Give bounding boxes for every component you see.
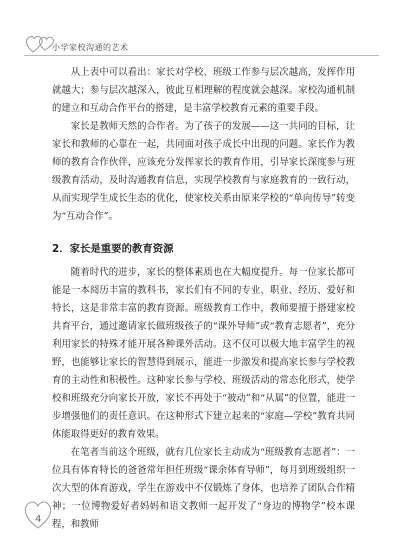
paragraph: 在笔者当前这个班级，就有几位家长主动成为“班级教育志愿者”：一位具有体育特长的爸爸常年担任班级“课余体育导师”，每月到班级组织一次大型的体育游戏，学生在游戏中不仅锻炼了身体，也培养了团队合作精神；一位博物爱好者妈妈和语文教师一起开发了“身边的博物学”校本课程，和教师 <box>52 447 355 530</box>
section-heading: 2．家长是重要的教育资源 <box>52 243 174 255</box>
page-number: 4 <box>35 514 42 525</box>
page-number-heart-icon <box>22 495 54 531</box>
header-divider <box>24 55 379 56</box>
paragraph: 从上表中可以看出：家长对学校、班级工作参与层次越高，发挥作用就越大；参与层次越深入，彼此互相理解的程度就会越深。家校沟通机制的建立和互动合作平台的搭建，是丰富学校教育元素的重要手段。 <box>52 67 355 114</box>
header-title: 小学家校沟通的艺术 <box>52 43 129 52</box>
page-header <box>0 0 400 60</box>
page-body <box>52 64 355 534</box>
paragraph: 随着时代的进步，家长的整体素质也在大幅度提升。每一位家长都可能是一本阅历丰富的教科书，家长们有不同的专业、职业、经历、爱好和特长，这是非常丰富的教育资源。班级教育工作中，教师要擅于搭建家校共育平台，通过邀请家长做班级孩子的“课外导师”或“教育志愿者”，充分利用家长的特殊才能开展各种课外活动。这不仅可以极大地丰富学生的视野，也能够让家长的智慧得到展示，能进一步激发和提高家长参与学校教育的主动性和积极性。这种家长参与学校、班级活动的常态化形式，使学校和班级充分向家长开放，家长不再处于“被动”和“从属”的位置，能进一步增强他们的责任意识。在这种形式下建立起来的“家庭—学校”教育共同体能取得更好的教育效果。 <box>52 267 355 440</box>
paragraph: 家长是教师天然的合作者。为了孩子的发展——这一共同的目标，让家长和教师的心靠在一起，共同面对孩子成长中出现的问题。家长作为教师的教育合作伙伴，应该充分发挥家长的教育作用，引导家长深度参与班级教育活动，及时沟通教育信息，实现学校教育与家庭教育的一致行动，从而实现学生成长生态的优化，使家校关系由原来学校的“单向传导”转变为“互动合作”。 <box>52 121 355 222</box>
